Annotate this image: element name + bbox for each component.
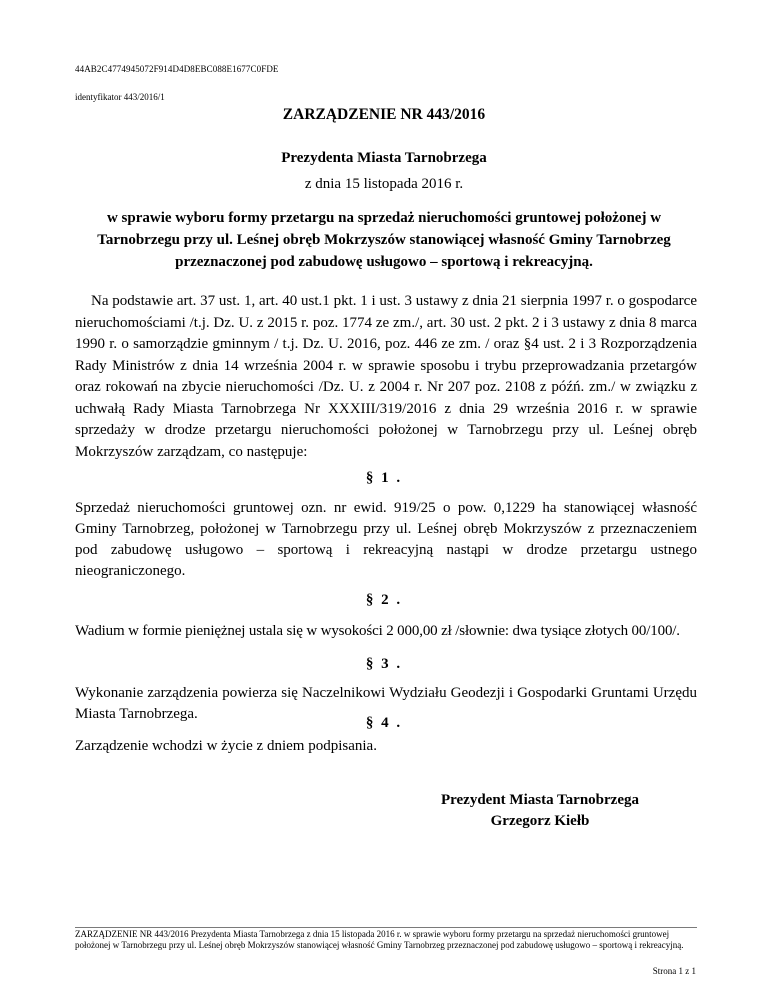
signature-block [400, 790, 680, 832]
section-3-text: Wykonanie zarządzenia powierza się Naczelnikowi Wydziału Geodezji i Gospodarki Gruntami Urzędu Miasta Tarnobrzega. [75, 685, 697, 722]
page-number: Strona 1 z 1 [652, 966, 696, 976]
document-preamble: Na podstawie art. 37 ust. 1, art. 40 ust.1 pkt. 1 i ust. 3 ustawy z dnia 21 sierpnia 1997 r. o gospodarce nieruchomościami /t.j. Dz. U. z 2015 r. poz. 1774 ze zm./, art. 30 ust. 2 pkt. 2 i 3 ustawy z dnia 8 marca 1990 r. o samorządzie gminnym / t.j. Dz. U. 2016, poz. 446 ze zm. / oraz §4 ust. 2 i 3 Rozporządzenia Rady Ministrów z dnia 14 września 2004 r. w sprawie sposobu i trybu przeprowadzania przetargów oraz rokowań na zbycie nieruchomości /Dz. U. z 2004 r. Nr 207 poz. 2108 z późń. zm./ w związku z uchwałą Rady Miasta Tarnobrzega Nr XXXIII/319/2016 z dnia 29 września 2016 r. w sprawie sprzedaży w drodze przetargu nieruchomości położonej w Tarnobrzegu przy ul. Leśnej obręb Mokrzyszów zarządzam, co następuje: [75, 293, 697, 460]
section-4-text: Zarządzenie wchodzi w życie z dniem podpisania. [75, 738, 377, 754]
section-2-heading: § 2 . [365, 592, 403, 608]
footer-text: ZARZĄDZENIE NR 443/2016 Prezydenta Miasta Tarnobrzega z dnia 15 listopada 2016 r. w sprawie wyboru formy przetargu na sprzedaż nieruchomości gruntowej położonej w Tarnobrzegu przy ul. Leśnej obręb Mokrzyszów stanowiącej własność Gminy Tarnobrzeg przeznaczonej pod zabudowę usługowo – sportową i rekreacyjną. [75, 929, 684, 950]
document-hash: 44AB2C4774945072F914D4D8EBC088E1677C0FDE [75, 64, 279, 74]
section-1-heading: § 1 . [365, 470, 403, 486]
signature-name: Grzegorz Kiełb [490, 813, 590, 829]
document-identifier: identyfikator 443/2016/1 [75, 92, 165, 102]
document-issuer: Prezydenta Miasta Tarnobrzega [281, 150, 487, 166]
section-1-text: Sprzedaż nieruchomości gruntowej ozn. nr ewid. 919/25 o pow. 0,1229 ha stanowiącej własność Gminy Tarnobrzeg, położonej w Tarnobrzegu przy ul. Leśnej obręb Mokrzyszów z przeznaczeniem pod zabudowę usługowo – sportową i rekreacyjną nastąpi w drodze przetargu ustnego nieograniczonego. [75, 500, 697, 579]
section-4-heading: § 4 . [365, 715, 403, 731]
section-3-heading: § 3 . [365, 656, 403, 672]
signature-title: Prezydent Miasta Tarnobrzega [440, 792, 640, 808]
footer-divider [75, 927, 697, 928]
document-subject: w sprawie wyboru formy przetargu na sprzedaż nieruchomości gruntowej położonej w Tarnobrzegu przy ul. Leśnej obręb Mokrzyszów stanowiącej własność Gminy Tarnobrzeg przeznaczonej pod zabudowę usługowo – sportową i rekreacyjną. [97, 210, 671, 270]
document-title: ZARZĄDZENIE NR 443/2016 [282, 106, 486, 123]
document-date: z dnia 15 listopada 2016 r. [304, 176, 464, 192]
section-2-text: Wadium w formie pieniężnej ustala się w wysokości 2 000,00 zł /słownie: dwa tysiące złotych 00/100/. [75, 623, 680, 639]
